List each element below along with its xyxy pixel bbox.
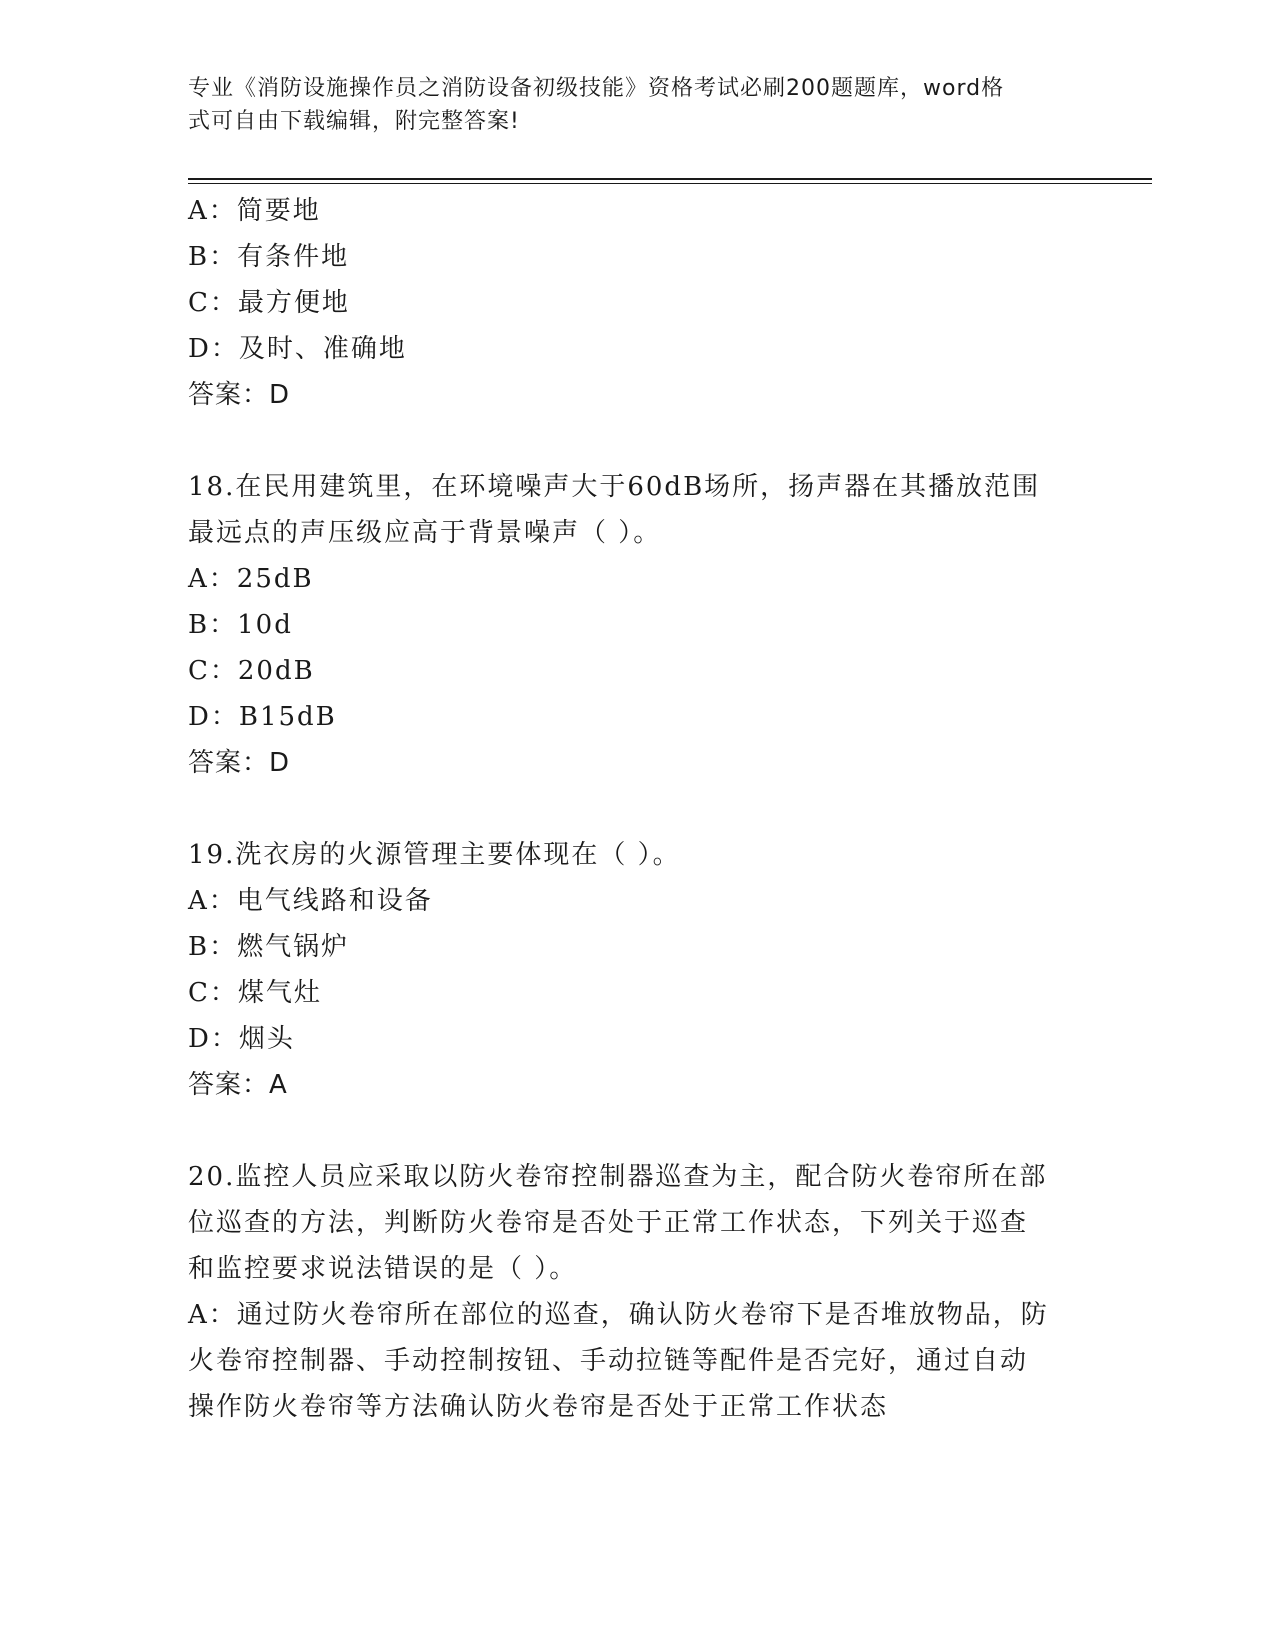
- option-a-line: 操作防火卷帘等方法确认防火卷帘是否处于正常工作状态: [188, 1392, 889, 1422]
- question-stem-line: 和监控要求说法错误的是（ ）。: [188, 1254, 578, 1284]
- question-list: [188, 188, 1078, 1430]
- option-b: B：10d: [188, 610, 293, 640]
- document-header: [188, 72, 1068, 138]
- question-stem-line: 最远点的声压级应高于背景噪声（ ）。: [188, 518, 662, 548]
- option-c: C：最方便地: [188, 288, 350, 318]
- answer: 答案：D: [188, 748, 291, 778]
- question-stem-line: 20.监控人员应采取以防火卷帘控制器巡查为主，配合防火卷帘所在部: [188, 1162, 1048, 1192]
- question-19: [188, 832, 1078, 1108]
- question-stem-line: 19.洗衣房的火源管理主要体现在（ ）。: [188, 840, 681, 870]
- option-c: C：20dB: [188, 656, 315, 686]
- answer: 答案：D: [188, 380, 291, 410]
- option-a: A：电气线路和设备: [188, 886, 433, 916]
- option-a: A：25dB: [188, 564, 314, 594]
- header-rule-thin: [188, 183, 1152, 184]
- option-d: D：B15dB: [188, 702, 337, 732]
- spacer: [188, 418, 1078, 464]
- option-a: A：简要地: [188, 196, 321, 226]
- option-a-line: 火卷帘控制器、手动控制按钮、手动拉链等配件是否完好，通过自动: [188, 1346, 1029, 1376]
- header-rule-thick: [188, 178, 1152, 180]
- option-a-line: A：通过防火卷帘所在部位的巡查，确认防火卷帘下是否堆放物品，防: [188, 1300, 1049, 1330]
- question-17: [188, 188, 1078, 418]
- question-stem-line: 位巡查的方法，判断防火卷帘是否处于正常工作状态，下列关于巡查: [188, 1208, 1029, 1238]
- spacer: [188, 786, 1078, 832]
- question-stem-line: 18.在民用建筑里，在环境噪声大于60dB场所，扬声器在其播放范围: [188, 472, 1041, 502]
- option-c: C：煤气灶: [188, 978, 322, 1008]
- header-line-2: 式可自由下载编辑，附完整答案!: [188, 109, 520, 134]
- spacer: [188, 1108, 1078, 1154]
- question-18: [188, 464, 1078, 786]
- option-b: B：燃气锅炉: [188, 932, 350, 962]
- header-line-1: 专业《消防设施操作员之消防设备初级技能》资格考试必刷200题题库，word格: [188, 76, 1005, 101]
- question-20: [188, 1154, 1078, 1430]
- option-b: B：有条件地: [188, 242, 350, 272]
- answer: 答案：A: [188, 1070, 288, 1100]
- option-d: D：及时、准确地: [188, 334, 407, 364]
- option-d: D：烟头: [188, 1024, 295, 1054]
